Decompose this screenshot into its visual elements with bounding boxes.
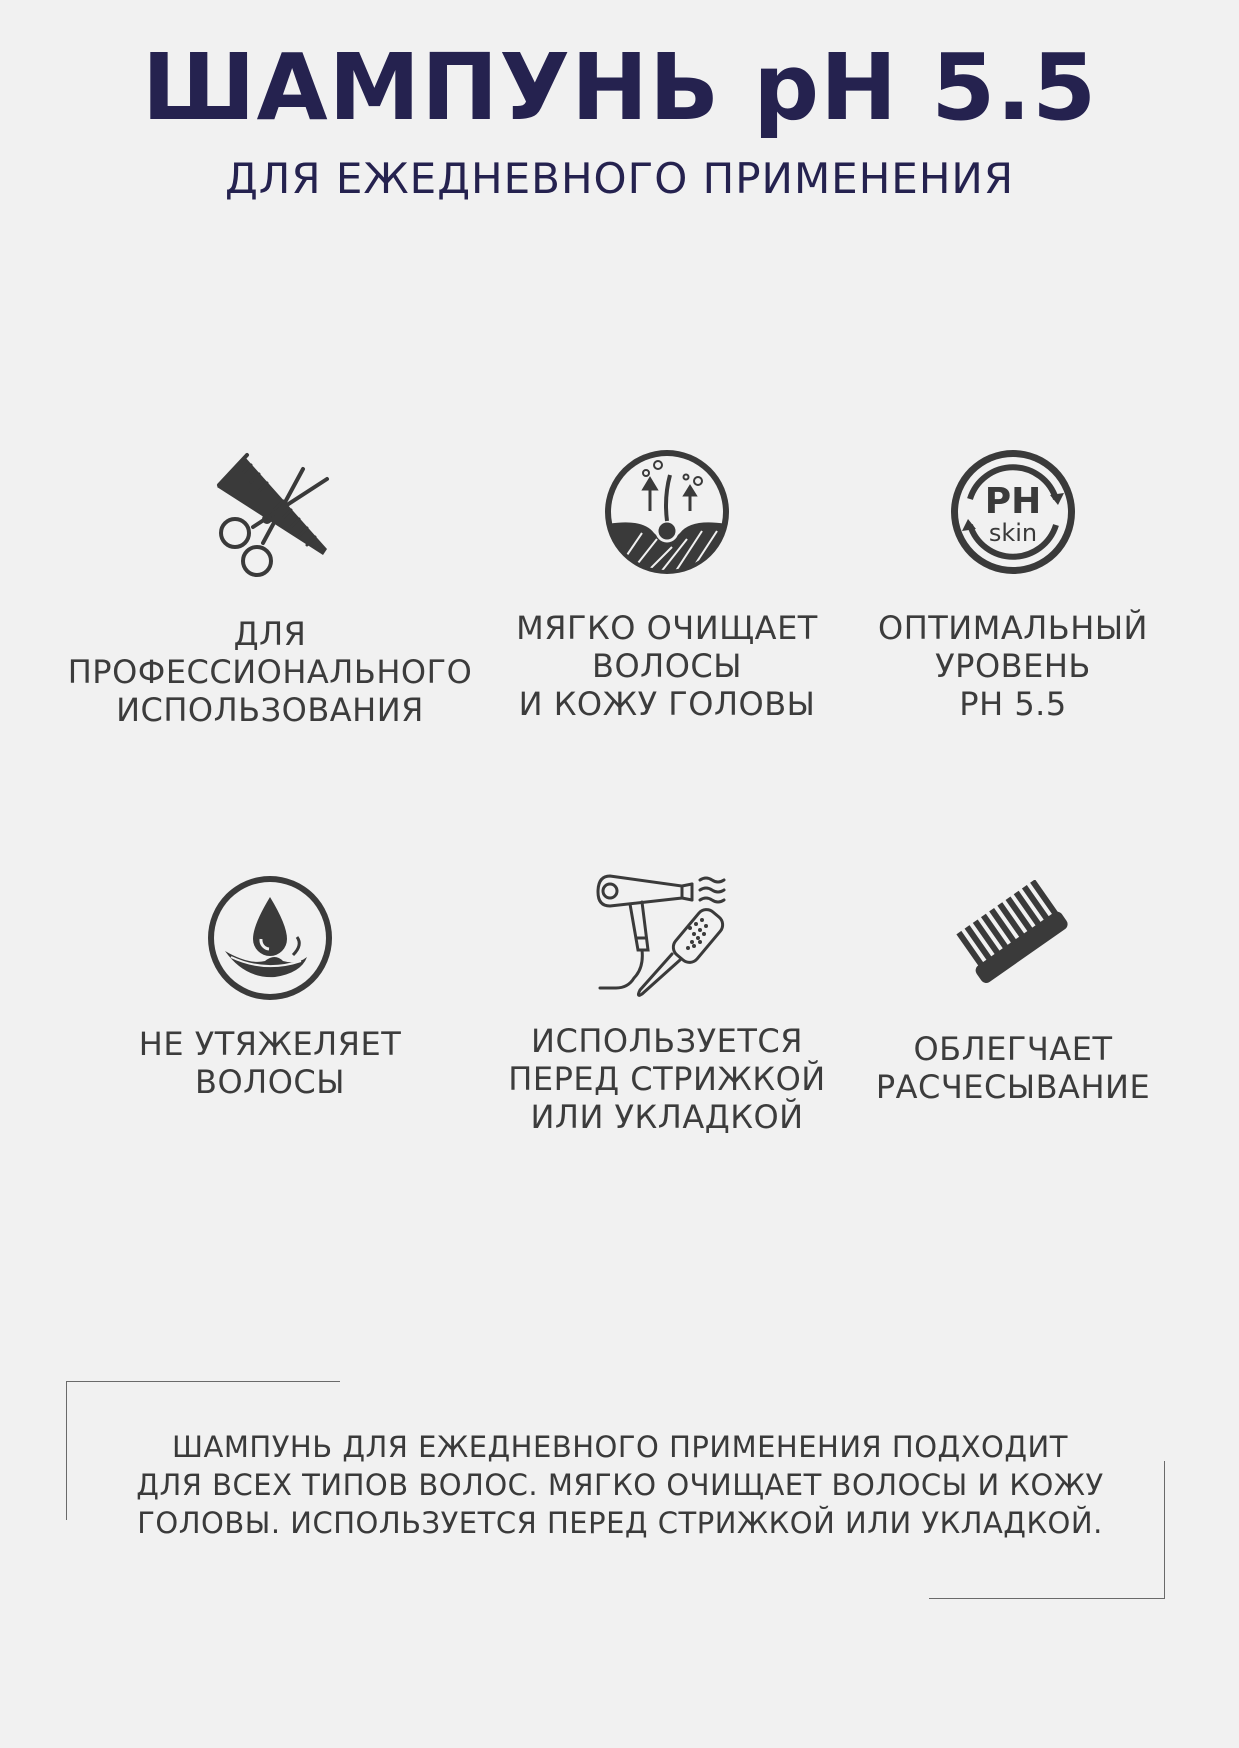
product-description: ШАМПУНЬ ДЛЯ ЕЖЕДНЕВНОГО ПРИМЕНЕНИЯ ПОДХОДИТ ДЛЯ ВСЕХ ТИПОВ ВОЛОС. МЯГКО ОЧИЩАЕТ ВОЛОСЫ И КОЖУ ГОЛОВЫ. ИСПОЛЬЗУЕТСЯ ПЕРЕД СТРИЖКОЙ ИЛИ УКЛАДКОЙ. — [136, 1430, 1104, 1540]
hairdryer-brush-icon — [592, 868, 742, 1004]
feature-easy-combing — [803, 880, 1223, 1106]
frame-corner-line — [929, 1598, 1165, 1599]
comb-icon — [953, 880, 1073, 990]
feature-optimal-ph — [803, 447, 1223, 723]
feature-not-weighing-down — [60, 873, 480, 1101]
page-title: ШАМПУНЬ pH 5.5 — [141, 34, 1098, 141]
scissors-comb-icon — [205, 447, 335, 583]
ph-icon-text: PH — [984, 481, 1042, 522]
feature-label: МЯГКО ОЧИЩАЕТ ВОЛОСЫ И КОЖУ ГОЛОВЫ — [516, 609, 818, 723]
frame-corner-line — [66, 1381, 340, 1382]
scalp-cleansing-icon — [602, 447, 732, 577]
frame-corner-line — [1164, 1461, 1165, 1599]
feature-label: ОБЛЕГЧАЕТ РАСЧЕСЫВАНИЕ — [875, 1030, 1151, 1106]
feature-label: ОПТИМАЛЬНЫЙ УРОВЕНЬ PH 5.5 — [878, 609, 1148, 723]
frame-corner-line — [66, 1381, 67, 1520]
skin-icon-text: skin — [988, 519, 1038, 547]
feature-professional-use — [60, 447, 480, 729]
drop-feather-icon — [205, 873, 335, 1003]
feature-label: ИСПОЛЬЗУЕТСЯ ПЕРЕД СТРИЖКОЙ ИЛИ УКЛАДКОЙ — [508, 1022, 826, 1136]
ph-skin-icon — [948, 447, 1078, 577]
feature-label: НЕ УТЯЖЕЛЯЕТ ВОЛОСЫ — [138, 1025, 402, 1101]
page-subtitle: ДЛЯ ЕЖЕДНЕВНОГО ПРИМЕНЕНИЯ — [224, 154, 1015, 203]
feature-label: ДЛЯ ПРОФЕССИОНАЛЬНОГО ИСПОЛЬЗОВАНИЯ — [67, 615, 473, 729]
